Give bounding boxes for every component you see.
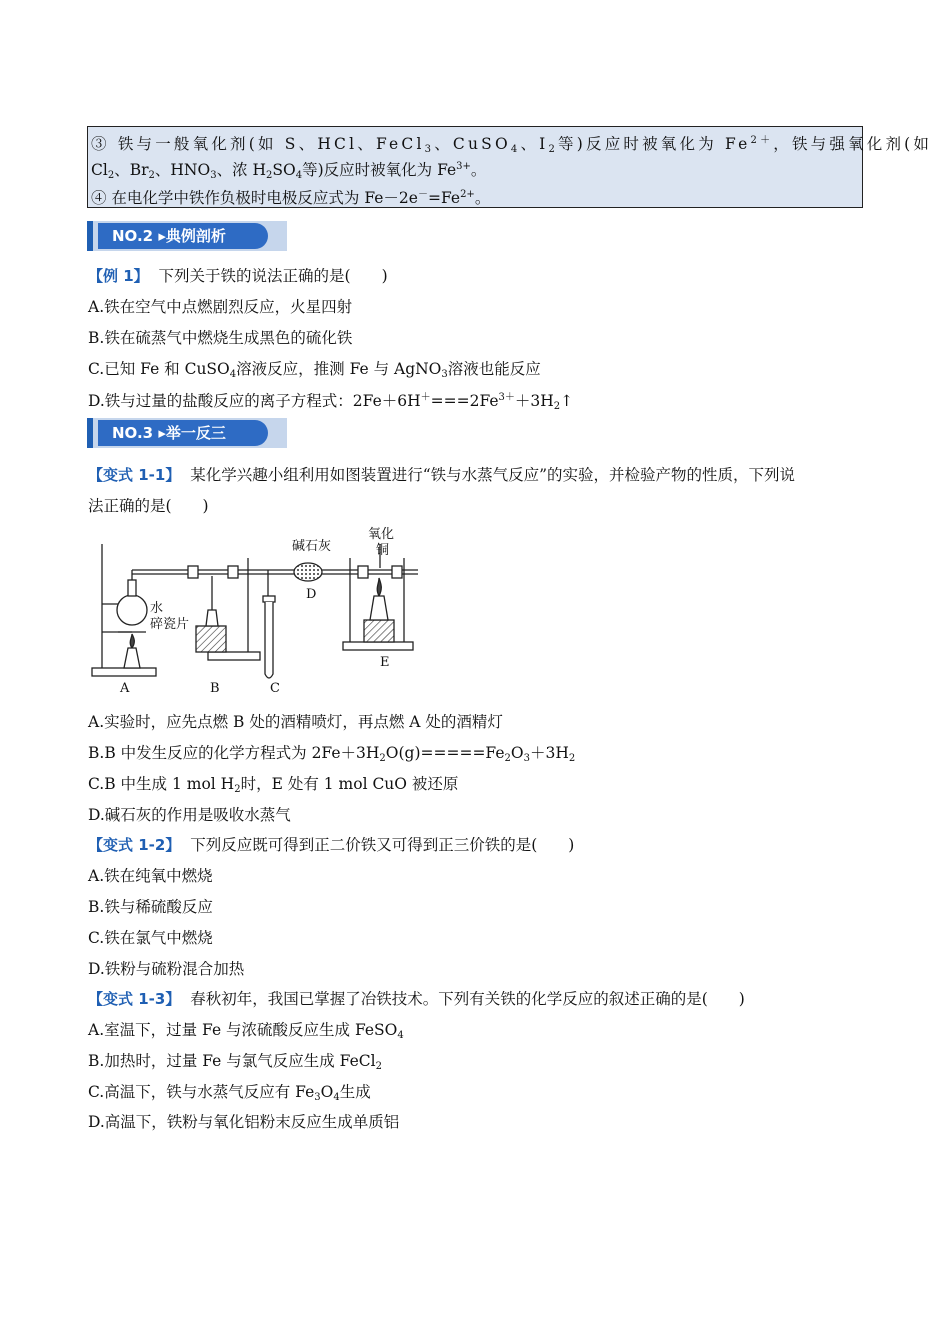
note-line-3: ③ 铁与一般氧化剂(如 S、HCl、FeCl$_3$、CuSO$_4$、$I_2$等)反应时被氧化为 $Fe^{2+}$，铁与强氧化剂(如 — [91, 135, 933, 155]
variant11-stem: 【变式 1-1】 某化学兴趣小组利用如图装置进行“铁与水蒸气反应”的实验，并检验产物的性质，下列说 — [88, 466, 796, 484]
variant12-option-a: A.铁在纯氧中燃烧 — [88, 867, 213, 885]
stopper-e — [392, 566, 402, 578]
soda-lime-tube-d — [294, 563, 322, 581]
note-line-3-cont: $Cl_2$、$Br_2$、$HNO_3$、浓 $H_2SO_4$等)反应时被氧化为 $Fe^{3+}$。 — [91, 161, 487, 181]
example1-option-d: D.铁与过量的盐酸反应的离子方程式：$2Fe+6H^+===2Fe^{3+}+3H_2↑$ — [88, 392, 574, 412]
variant12-option-d: D.铁粉与硫粉混合加热 — [88, 960, 245, 978]
stopper-b — [188, 566, 198, 578]
stopper-e — [358, 566, 368, 578]
variant12-option-c: C.铁在氯气中燃烧 — [88, 929, 213, 947]
section-banner-no3 — [87, 418, 287, 448]
example1-option-a: A.铁在空气中点燃剧烈反应，火星四射 — [88, 298, 353, 316]
variant11-option-d: D.碱石灰的作用是吸收水蒸气 — [88, 806, 291, 824]
variant12-stem: 【变式 1-2】 下列反应既可得到正二价铁又可得到正三价铁的是( ) — [88, 836, 575, 854]
variant13-stem: 【变式 1-3】 春秋初年，我国已掌握了冶铁技术。下列有关铁的化学反应的叙述正确的是( ) — [88, 990, 745, 1008]
variant11-tag: 【变式 1-1】 — [88, 466, 181, 484]
flame-a — [130, 634, 134, 648]
stopper-b — [228, 566, 238, 578]
variant13-option-a: A.室温下，过量 Fe 与浓硫酸反应生成 FeSO$_4$ — [88, 1021, 404, 1041]
label-cuo: 铜 — [376, 543, 390, 558]
stand-base-e — [343, 642, 413, 650]
example1-tag: 【例 1】 — [88, 267, 149, 285]
variant11-stem-cont: 法正确的是( ) — [88, 497, 209, 515]
test-tube-c — [265, 602, 273, 678]
variant13-option-d: D.高温下，铁粉与氧化铝粉末反应生成单质铝 — [88, 1113, 400, 1131]
note-box — [87, 126, 933, 208]
variant13-option-c: C.高温下，铁与水蒸气反应有 $Fe_3O_4$生成 — [88, 1083, 371, 1103]
label-sodalime: 碱石灰 — [292, 539, 332, 554]
section-title-no3: NO.3 ▸举一反三 — [98, 420, 268, 446]
variant11-option-c: C.B 中生成 1 mol $H_2$时，E 处有 1 mol CuO 被还原 — [88, 775, 459, 795]
section-banner-no2 — [87, 221, 287, 251]
variant13-option-b: B.加热时，过量 Fe 与氯气反应生成 FeCl$_2$ — [88, 1052, 382, 1072]
label-d: D — [306, 587, 317, 602]
lamp-e — [370, 596, 388, 620]
label-c: C — [270, 681, 280, 696]
flask-neck-a — [128, 580, 136, 596]
variant11-option-b: B.B 中发生反应的化学方程式为 $2Fe+3H_2O(g)=====Fe_2O_3+3H_2$ — [88, 744, 576, 764]
banner-bar — [87, 418, 93, 448]
label-b: B — [210, 681, 220, 696]
label-e: E — [380, 655, 390, 670]
label-cuo: 氧化 — [368, 527, 395, 542]
stopper-c — [263, 596, 275, 602]
flame-e — [377, 578, 381, 596]
stand-base-b — [208, 652, 260, 660]
stand-base-a — [92, 668, 156, 676]
lamp-a — [124, 648, 140, 668]
variant11-option-a: A.实验时，应先点燃 B 处的酒精喷灯，再点燃 A 处的酒精灯 — [88, 713, 503, 731]
block-b — [196, 626, 226, 652]
apparatus-figure — [88, 524, 438, 699]
section-title-no2: NO.2 ▸典例剖析 — [98, 223, 268, 249]
example1-option-b: B.铁在硫蒸气中燃烧生成黑色的硫化铁 — [88, 329, 353, 347]
banner-bar — [87, 221, 93, 251]
variant12-option-b: B.铁与稀硫酸反应 — [88, 898, 213, 916]
label-water: 水 — [150, 601, 164, 616]
note-line-4: ④ 在电化学中铁作负极时电极反应式为 $Fe-2e^-=Fe^{2+}$。 — [91, 189, 491, 207]
lamp-b — [206, 610, 218, 626]
block-e — [364, 620, 394, 642]
example1-stem: 【例 1】 下列关于铁的说法正确的是( ) — [88, 267, 388, 285]
variant12-tag: 【变式 1-2】 — [88, 836, 181, 854]
flask-a — [117, 595, 147, 625]
label-chips: 碎瓷片 — [150, 617, 190, 632]
variant13-tag: 【变式 1-3】 — [88, 990, 181, 1008]
label-a: A — [120, 681, 130, 696]
example1-option-c: C.已知 Fe 和 CuSO$_4$溶液反应，推测 Fe 与 AgNO$_3$溶液也能反应 — [88, 360, 541, 380]
